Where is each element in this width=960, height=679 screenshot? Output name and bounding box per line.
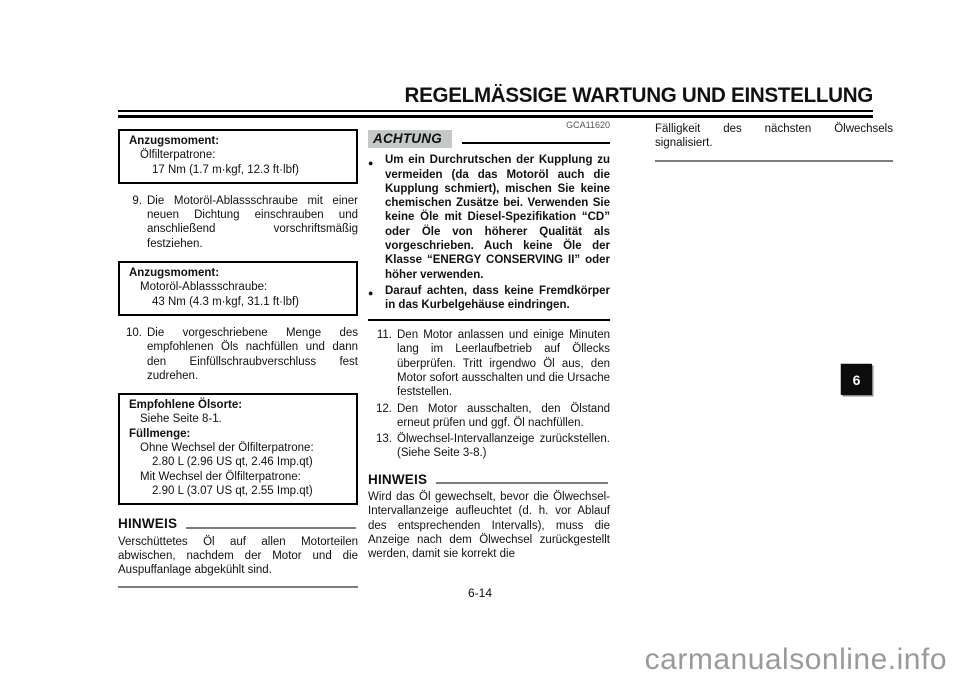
section-end-rule bbox=[655, 160, 893, 162]
left-column bbox=[118, 129, 358, 588]
oil-box-heading: Empfohlene Ölsorte: bbox=[129, 399, 243, 412]
step-text: Den Motor anlassen und einige Minuten lang im Leerlaufbetrieb auf Öllecks überprüfen. Tritt irgendwo Öl aus, den Motor sofort ausschalten und die Ursache feststellen. bbox=[397, 329, 610, 399]
step-list bbox=[368, 328, 610, 461]
note-heading: HINWEIS bbox=[368, 471, 428, 487]
middle-column bbox=[368, 118, 610, 562]
step-12 bbox=[368, 402, 610, 431]
step-number: 13. bbox=[376, 433, 392, 446]
note-heading-row bbox=[368, 473, 610, 487]
note-heading: HINWEIS bbox=[118, 516, 178, 532]
note-heading-rule bbox=[436, 482, 608, 484]
torque-box-heading: Anzugsmoment: bbox=[129, 135, 220, 147]
caution-heading-rule bbox=[462, 142, 610, 145]
step-text: Die Motoröl-Ablassschraube mit einer neuen Dichtung einschrauben und anschließend vorschriftsmäßig festziehen. bbox=[147, 194, 358, 250]
torque-box-item: Motoröl-Ablassschraube: bbox=[140, 281, 268, 294]
torque-box-item: Ölfilterpatrone: bbox=[140, 149, 216, 162]
bullet-icon: ● bbox=[368, 288, 374, 299]
torque-box-value: 43 Nm (4.3 m·kgf, 31.1 ft·lbf) bbox=[152, 295, 299, 308]
oil-box-item: Ohne Wechsel der Ölfilterpatrone: bbox=[140, 442, 314, 455]
caution-bullet-text: Darauf achten, dass keine Fremdkörper in das Kurbelgehäuse eindringen. bbox=[385, 284, 610, 312]
oil-box-item: Mit Wechsel der Ölfilterpatrone: bbox=[140, 470, 301, 483]
torque-spec-box-oil-filter bbox=[118, 129, 358, 184]
torque-box-value: 17 Nm (1.7 m·kgf, 12.3 ft·lbf) bbox=[152, 163, 299, 176]
recommended-oil-box bbox=[118, 393, 358, 505]
step-11 bbox=[368, 328, 610, 399]
step-text: Die vorgeschriebene Menge des empfohlenen Öls nachfüllen und dann den Einfüllschraubverschluss fest zudrehen. bbox=[147, 326, 358, 382]
step-number: 10. bbox=[126, 326, 142, 339]
step-text: Ölwechsel-Intervallanzeige zurückstellen. (Siehe Seite 3-8.) bbox=[397, 433, 610, 460]
oil-box-value: 2.90 L (3.07 US qt, 2.55 Imp.qt) bbox=[152, 484, 313, 497]
note-heading-rule bbox=[186, 527, 356, 529]
oil-box-value: 2.80 L (2.96 US qt, 2.46 Imp.qt) bbox=[152, 456, 313, 469]
watermark: carmanualsonline.info bbox=[644, 643, 947, 676]
right-column bbox=[655, 122, 893, 162]
caution-bullet bbox=[368, 284, 610, 313]
caution-end-rule bbox=[368, 319, 610, 322]
step-10 bbox=[118, 326, 358, 383]
page-number: 6-14 bbox=[467, 586, 493, 600]
page-header bbox=[118, 84, 873, 118]
step-number: 9. bbox=[132, 194, 142, 207]
step-9 bbox=[118, 194, 358, 251]
caution-bullet-text: Um ein Durchrutschen der Kupplung zu vermeiden (da das Motoröl auch die Kupplung schmiert), mischen Sie keine chemischen Zusätze bei. Verwenden Sie keine Öle mit Diesel-Spezifikation “CD” oder Öle von höherer Qualität als vorgeschrieben. Auch keine Öle der Klasse “ENERGY CONSERVING II” oder höher verwenden. bbox=[385, 154, 610, 281]
title-divider bbox=[118, 110, 873, 118]
step-number: 12. bbox=[376, 402, 392, 415]
chapter-tab: 6 bbox=[841, 364, 872, 395]
oil-box-value: Siehe Seite 8-1. bbox=[140, 413, 222, 426]
torque-spec-box-drain-bolt bbox=[118, 261, 358, 316]
step-text: Den Motor ausschalten, den Ölstand erneut prüfen und ggf. Öl nachfüllen. bbox=[397, 402, 610, 429]
oil-box-heading: Füllmenge: bbox=[129, 427, 191, 440]
note-heading-row bbox=[118, 517, 358, 531]
caution-label: ACHTUNG bbox=[368, 130, 452, 148]
step-number: 11. bbox=[376, 329, 392, 342]
note-text: Wird das Öl gewechselt, bevor die Ölwechsel-Intervallanzeige aufleuchtet (d. h. vor Ablauf des entsprechenden Intervalls), muss die Anzeige nach dem Ölwechsel zurückgestellt werden, damit sie korrekt die bbox=[368, 491, 610, 561]
bullet-icon: ● bbox=[368, 157, 374, 168]
continuation-text: Fälligkeit des nächsten Ölwechsels signalisiert. bbox=[655, 123, 893, 150]
caution-bullet bbox=[368, 153, 610, 282]
torque-box-heading: Anzugsmoment: bbox=[129, 267, 220, 280]
page-title: REGELMÄSSIGE WARTUNG UND EINSTELLUNG bbox=[404, 84, 873, 107]
step-13 bbox=[368, 432, 610, 461]
note-text: Verschüttetes Öl auf allen Motorteilen abwischen, nachdem der Motor und die Auspuffanlage abgekühlt sind. bbox=[118, 535, 358, 577]
reference-code: GCA11620 bbox=[566, 120, 610, 130]
caution-heading-row bbox=[368, 130, 610, 148]
